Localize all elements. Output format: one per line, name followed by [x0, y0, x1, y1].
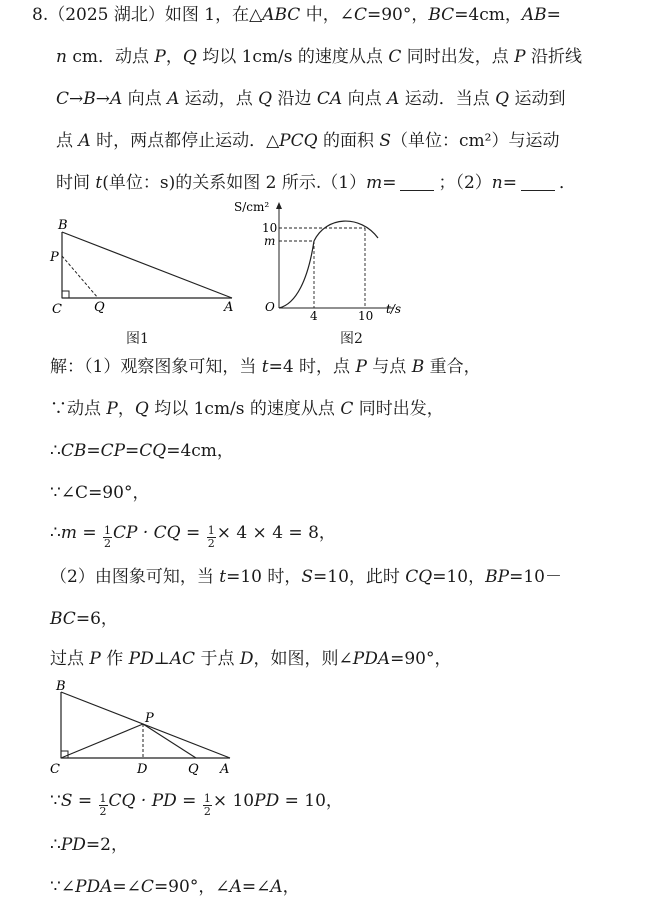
label-Q: Q: [94, 300, 105, 315]
figure-1-caption: 图1: [126, 331, 149, 347]
figure-2-caption: 图2: [340, 331, 363, 347]
label-A: A: [224, 300, 234, 315]
x-axis-label: t/s: [386, 302, 402, 316]
solution-line-5: ∴m = $\frac{1}{2}$ CP · CQ = $\frac{1}{2}$ × 4 × 4 = 8，: [50, 523, 336, 550]
problem-line-3: C→B→A 向点 A 运动，点 Q 沿边 CA 向点 A 运动．当点 Q 运动到: [56, 89, 566, 109]
solution-line-9: ∵S = $\frac{1}{2}$ CQ · PD = $\frac{1}{2}$ × 10PD = 10，: [50, 791, 343, 818]
fraction-half: $\frac{1}{2}$: [203, 792, 211, 818]
problem-line-2: n cm．动点 P，Q 均以 1cm/s 的速度从点 C 同时出发，点 P 沿折线: [56, 47, 583, 67]
answer-blank-n[interactable]: [521, 174, 555, 191]
solution-line-1: 解：（1）观察图象可知，当 t=4 时，点 P 与点 B 重合，: [50, 357, 481, 377]
problem-line-5: 时间 t(单位：s)的关系如图 2 所示.（1）m= ；（2）n= ．: [56, 173, 576, 193]
segment-PQ: [62, 256, 98, 298]
label-B: B: [58, 218, 68, 233]
solution-line-11: ∵∠PDA=∠C=90°，∠A=∠A，: [50, 877, 300, 897]
solution-line-7: BC=6，: [50, 609, 118, 629]
label-C: C: [52, 302, 62, 317]
curve-part-2: [314, 221, 378, 241]
curve-part-1: [279, 241, 314, 308]
figure-3-triangle: [44, 680, 244, 778]
tick-label-t10: 10: [358, 309, 374, 323]
problem-source: （2025 湖北）: [48, 5, 165, 25]
label-Q: Q: [188, 762, 199, 777]
tick-label-m: m: [264, 234, 276, 248]
label-B: B: [56, 680, 66, 694]
side-BA: [62, 232, 232, 298]
label-A: A: [220, 762, 230, 777]
fraction-half: $\frac{1}{2}$: [207, 524, 215, 550]
label-D: D: [137, 762, 148, 777]
solution-line-8: 过点 P 作 PD⊥AC 于点 D，如图，则∠PDA=90°，: [50, 649, 452, 669]
origin-label: O: [265, 300, 275, 314]
label-C: C: [50, 762, 60, 777]
solution-line-6: （2）由图象可知，当 t=10 时，S=10，此时 CQ=10，BP=10－: [50, 567, 562, 587]
y-axis-label: S/cm²: [234, 200, 270, 214]
right-angle-mark: [62, 291, 69, 298]
problem-line-1: 8.（2025 湖北）如图 1，在△ABC 中，∠C=90°，BC=4cm，AB=: [32, 5, 561, 25]
solution-line-2: ∵动点 P，Q 均以 1cm/s 的速度从点 C 同时出发，: [50, 399, 444, 419]
problem-line-4: 点 A 时，两点都停止运动．△PCQ 的面积 S（单位：cm²）与运动: [56, 131, 560, 151]
segment-CP: [61, 724, 143, 758]
label-P: P: [50, 250, 59, 265]
solution-line-3: ∴CB=CP=CQ=4cm，: [50, 441, 234, 461]
figure-2-graph: [232, 196, 432, 324]
fraction-half: $\frac{1}{2}$: [99, 792, 107, 818]
problem-number: 8.: [32, 5, 49, 25]
fraction-half: $\frac{1}{2}$: [104, 524, 112, 550]
solution-line-4: ∵∠C=90°，: [50, 483, 150, 503]
label-P: P: [145, 711, 154, 726]
solution-line-10: ∴PD=2，: [50, 835, 128, 855]
answer-blank-m[interactable]: [400, 174, 434, 191]
tick-label-4: 4: [310, 309, 318, 323]
tick-label-10: 10: [262, 221, 278, 235]
figure-1-triangle: [40, 218, 250, 318]
y-axis-arrow: [276, 202, 282, 209]
